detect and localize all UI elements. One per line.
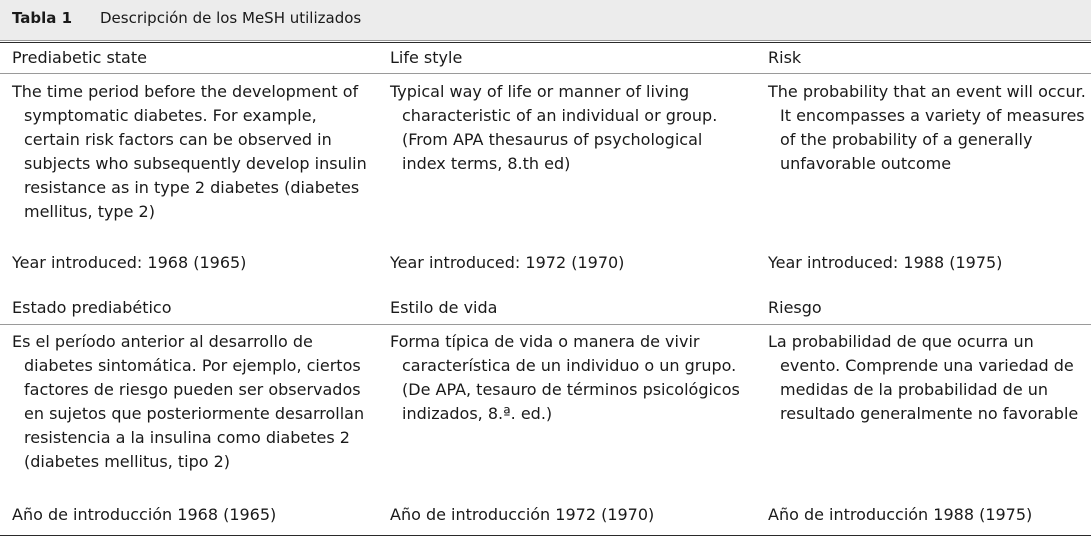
year-introduced-life-style: Year introduced: 1972 (1970) — [390, 253, 625, 272]
table-caption — [0, 0, 1091, 41]
year-introduced-risk: Year introduced: 1988 (1975) — [768, 253, 1003, 272]
anio-introduccion-estado-prediabetico: Año de introducción 1968 (1965) — [12, 505, 277, 524]
header-estado-prediabetico: Estado prediabético — [12, 298, 172, 317]
header-riesgo: Riesgo — [768, 298, 822, 317]
anio-introduccion-estilo-de-vida: Año de introducción 1972 (1970) — [390, 505, 655, 524]
definition-risk: The probability that an event will occur. It encompasses a variety of measures of the probability of a generally unfavorable outcome — [768, 82, 1086, 173]
table-bottom-rule — [0, 535, 1091, 536]
definition-estado-prediabetico: Es el período anterior al desarrollo de diabetes sintomática. Por ejemplo, ciertos factores de riesgo pueden ser observados en sujetos que posteriormente desarrollan resistencia a la insulina como diabetes 2 (diabetes mellitus, tipo 2) — [12, 332, 365, 471]
header-prediabetic-state: Prediabetic state — [12, 48, 147, 67]
table-caption-label: Tabla 1 — [12, 9, 73, 27]
header-life-style: Life style — [390, 48, 463, 67]
definition-estilo-de-vida: Forma típica de vida o manera de vivir característica de un individuo o un grupo. (De APA, tesauro de términos psicológicos indizados, 8.ª. ed.) — [390, 332, 740, 423]
year-introduced-prediabetic-state: Year introduced: 1968 (1965) — [12, 253, 247, 272]
definition-riesgo: La probabilidad de que ocurra un evento. Comprende una variedad de medidas de la probabilidad de un resultado generalmente no favorable — [768, 332, 1079, 423]
table-caption-text: Descripción de los MeSH utilizados — [100, 9, 362, 27]
header-estilo-de-vida: Estilo de vida — [390, 298, 498, 317]
definition-life-style: Typical way of life or manner of living characteristic of an individual or group. (From APA thesaurus of psychological index terms, 8.th ed) — [390, 82, 718, 173]
header-rule — [0, 73, 1091, 74]
spanish-header-rule — [0, 324, 1091, 325]
table-top-rule — [0, 42, 1091, 43]
anio-introduccion-riesgo: Año de introducción 1988 (1975) — [768, 505, 1033, 524]
header-risk: Risk — [768, 48, 802, 67]
definition-prediabetic-state: The time period before the development of symptomatic diabetes. For example, certain risk factors can be observed in subjects who subsequently develop insulin resistance as in type 2 diabetes (diabetes mellitus, type 2) — [12, 82, 367, 221]
